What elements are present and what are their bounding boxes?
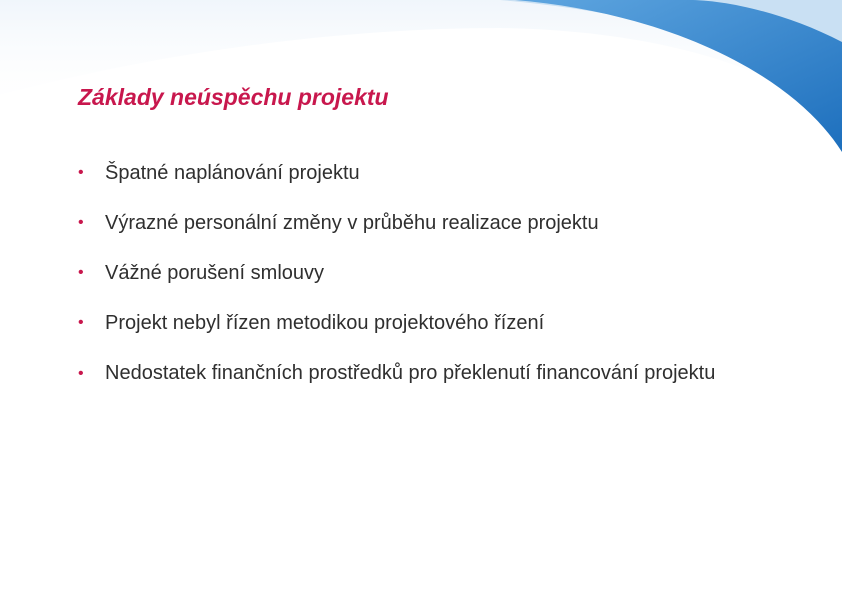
slide-title: Základy neúspěchu projektu [78,84,389,110]
bullet-icon: • [78,214,84,231]
bullet-text: Projekt nebyl řízen metodikou projektového řízení [105,312,545,334]
bullet-text: Vážné porušení smlouvy [105,262,325,284]
bullet-item [78,208,798,238]
bullet-list [78,158,798,416]
bullet-icon: • [78,164,84,181]
bullet-item [78,158,798,188]
bullet-item [78,351,798,396]
bullet-icon: • [78,264,84,281]
bullet-item [78,308,798,338]
bullet-icon: • [78,314,84,331]
bullet-text: Výrazné personální změny v průběhu realizace projektu [105,212,599,234]
bullet-text: Špatné naplánování projektu [105,162,360,184]
bullet-item [78,258,798,288]
bullet-text: Nedostatek finančních prostředků pro překlenutí financování projektu [105,362,716,384]
bullet-icon: • [78,365,84,382]
